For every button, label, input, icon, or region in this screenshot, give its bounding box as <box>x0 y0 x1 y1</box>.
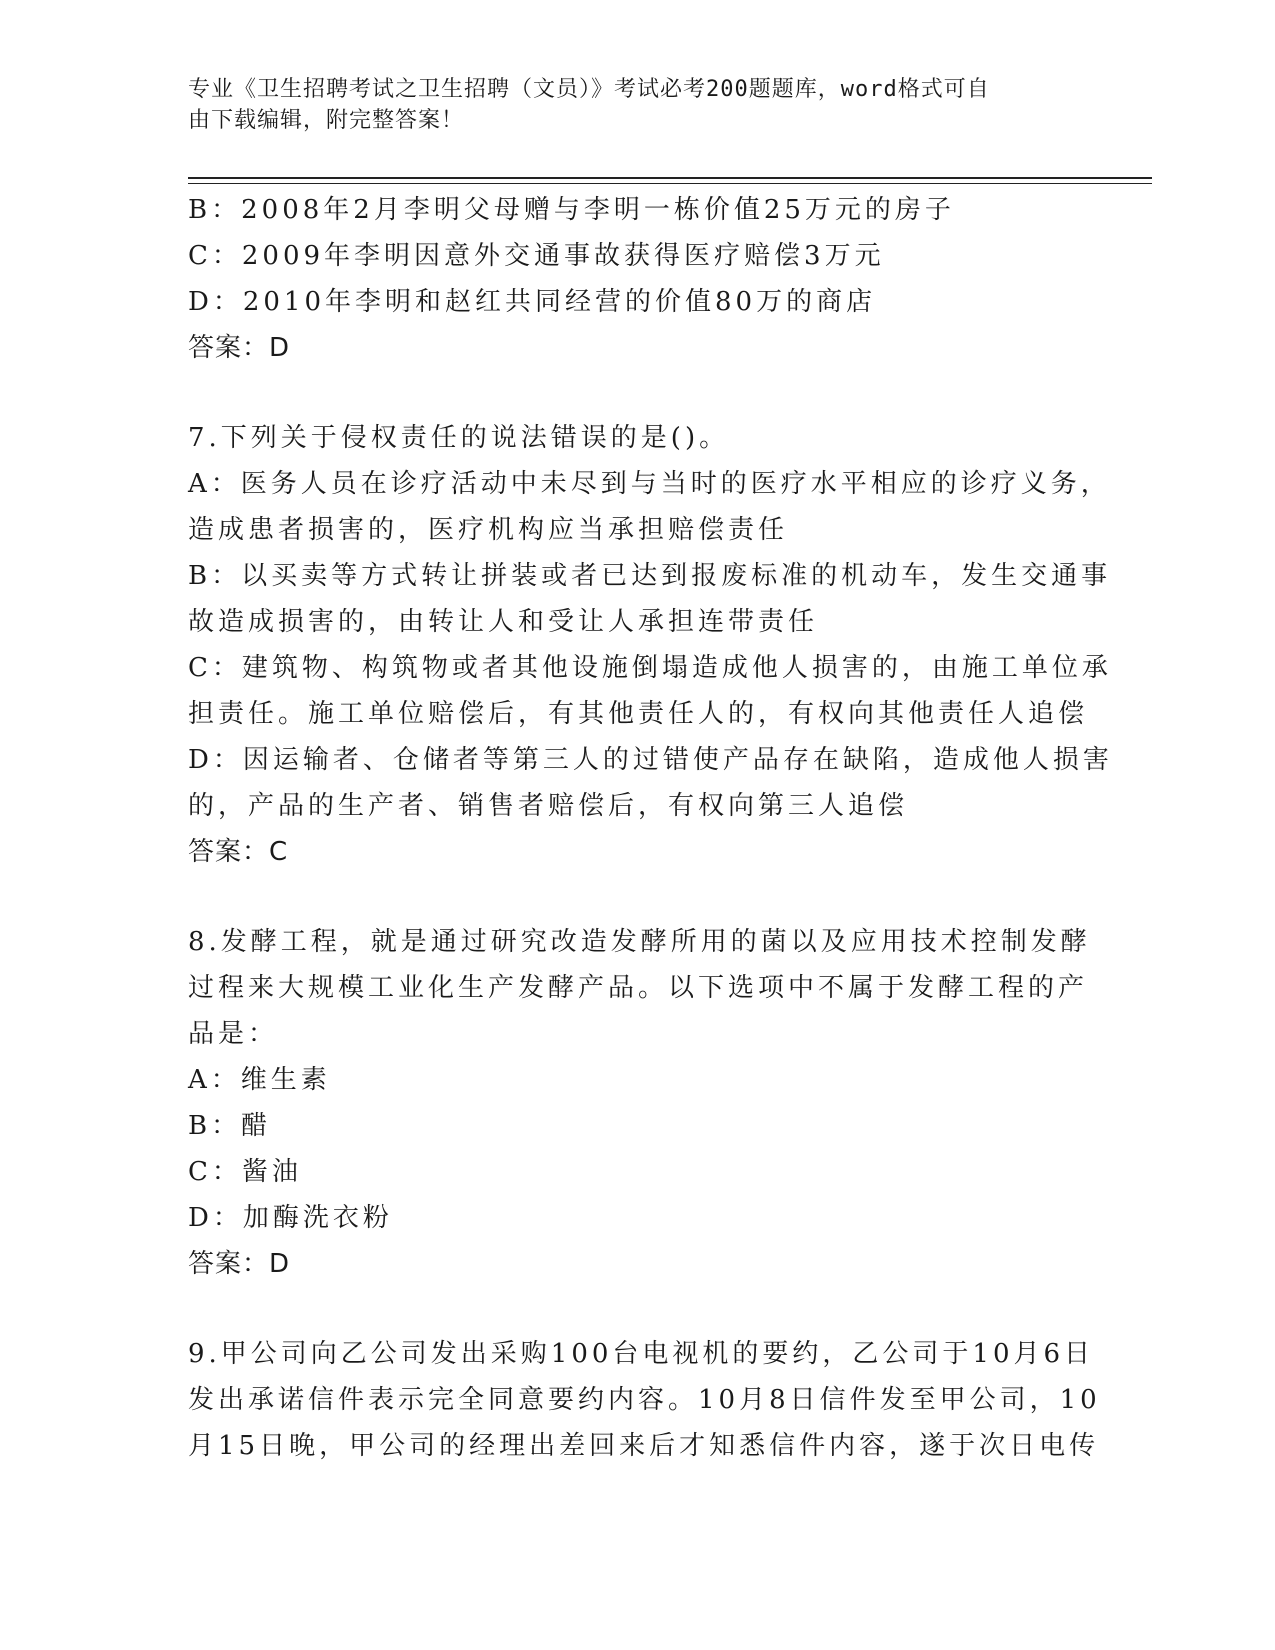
q9-stem-line-3: 月15日晚，甲公司的经理出差回来后才知悉信件内容，遂于次日电传 <box>188 1431 1100 1461</box>
q6-option-c: C：2009年李明因意外交通事故获得医疗赔偿3万元 <box>188 241 885 271</box>
header-line-1: 专业《卫生招聘考试之卫生招聘（文员）》考试必考200题题库，word格式可自 <box>188 77 990 102</box>
q7-option-b-line-2: 故造成损害的，由转让人和受让人承担连带责任 <box>188 607 819 637</box>
q8-stem-line-1: 8.发酵工程，就是通过研究改造发酵所用的菌以及应用技术控制发酵 <box>188 927 1091 957</box>
q7-option-b-line-1: B：以买卖等方式转让拼装或者已达到报废标准的机动车，发生交通事 <box>188 561 1112 591</box>
q7-option-d-line-2: 的，产品的生产者、销售者赔偿后，有权向第三人追偿 <box>188 791 909 821</box>
document-body <box>188 187 1113 1469</box>
q8-option-c: C：酱油 <box>188 1157 302 1187</box>
q8-option-a: A：维生素 <box>188 1065 331 1095</box>
q8-answer: 答案：D <box>188 1249 291 1279</box>
header-rule-thin <box>188 183 1152 184</box>
q9-stem-line-2: 发出承诺信件表示完全同意要约内容。10月8日信件发至甲公司，10 <box>188 1385 1101 1415</box>
q6-answer: 答案：D <box>188 333 291 363</box>
spacer <box>188 1287 1088 1331</box>
q7-option-a-line-1: A：医务人员在诊疗活动中未尽到与当时的医疗水平相应的诊疗义务， <box>188 469 1111 499</box>
q8-option-d: D：加酶洗衣粉 <box>188 1203 393 1233</box>
q8-stem-line-3: 品是： <box>188 1019 279 1049</box>
q6-option-b: B：2008年2月李明父母赠与李明一栋价值25万元的房子 <box>188 195 955 225</box>
q9-stem-line-1: 9.甲公司向乙公司发出采购100台电视机的要约，乙公司于10月6日 <box>188 1339 1095 1369</box>
header-line-2: 由下载编辑，附完整答案！ <box>188 108 465 133</box>
q8-stem-line-2: 过程来大规模工业化生产发酵产品。以下选项中不属于发酵工程的产 <box>188 973 1089 1003</box>
q7-answer: 答案：C <box>188 837 289 867</box>
document-header <box>188 74 1068 136</box>
q8-option-b: B：醋 <box>188 1111 272 1141</box>
q7-option-a-line-2: 造成患者损害的，医疗机构应当承担赔偿责任 <box>188 515 789 545</box>
question-7 <box>188 415 1113 875</box>
question-6-tail <box>188 187 1088 371</box>
q7-option-c-line-1: C：建筑物、构筑物或者其他设施倒塌造成他人损害的，由施工单位承 <box>188 653 1112 683</box>
header-rule-thick <box>188 177 1152 179</box>
q7-option-c-line-2: 担责任。施工单位赔偿后，有其他责任人的，有权向其他责任人追偿 <box>188 699 1089 729</box>
question-8 <box>188 919 1091 1287</box>
spacer <box>188 371 1088 415</box>
q6-option-d: D：2010年李明和赵红共同经营的价值80万的商店 <box>188 287 877 317</box>
question-9 <box>188 1331 1101 1469</box>
q7-stem: 7.下列关于侵权责任的说法错误的是()。 <box>188 423 730 453</box>
q7-option-d-line-1: D：因运输者、仓储者等第三人的过错使产品存在缺陷，造成他人损害 <box>188 745 1113 775</box>
spacer <box>188 875 1088 919</box>
